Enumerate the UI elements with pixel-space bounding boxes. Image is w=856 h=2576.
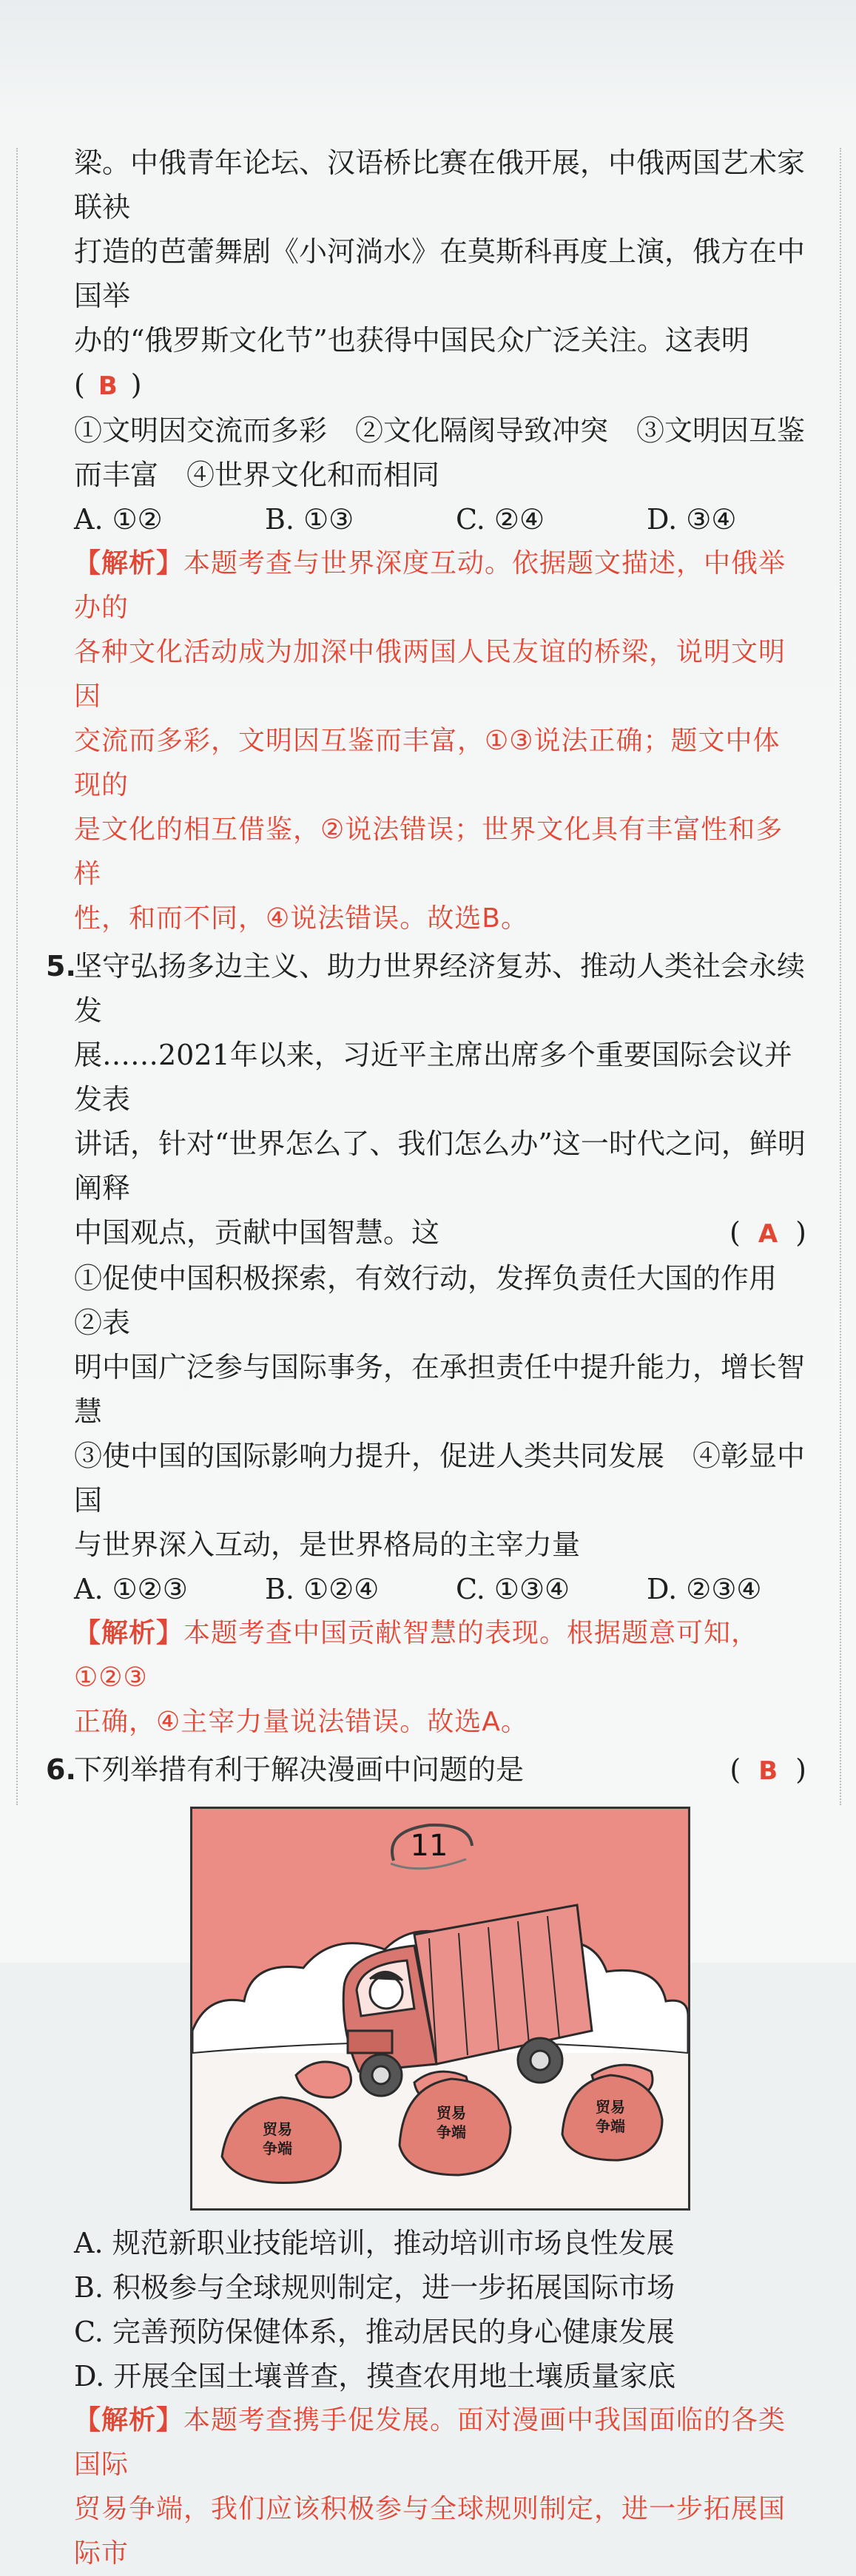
question-4	[74, 141, 806, 941]
q4-option-b: B. ①③	[265, 503, 354, 536]
q4-option-c: C. ②④	[456, 503, 545, 536]
q6-option-c: C. 完善预防保健体系，推动居民的身心健康发展	[74, 2316, 675, 2348]
q4-analysis-text-1: 本题考查与世界深度互动。依据题文描述，中俄举办的	[74, 548, 786, 623]
q5-answer: A	[758, 1219, 778, 1249]
q4-statements-line-1: ①文明因交流而多彩 ②文化隔阂导致冲突 ③文明因互鉴	[74, 414, 806, 447]
q6-answer-bracket: ( B )	[729, 1753, 806, 1786]
q4-analysis-line-1	[74, 542, 806, 630]
q4-answer: B	[98, 371, 118, 401]
q5-statements-line-2: 明中国广泛参与国际事务，在承担责任中提升能力，增长智慧	[74, 1351, 806, 1428]
q4-analysis-line-5: 性，和而不同，④说法错误。故选B。	[74, 903, 528, 934]
q4-last-line: 办的“俄罗斯文化节”也获得中国民众广泛关注。这表明(	[74, 324, 749, 401]
right-margin-dotted-line	[840, 148, 841, 1805]
q4-options	[74, 497, 806, 542]
q4-close-paren: )	[130, 368, 142, 401]
q5-option-d: D. ②③④	[647, 1573, 762, 1605]
q5-line-1	[46, 944, 806, 1033]
q4-line-1: 梁。中俄青年论坛、汉语桥比赛在俄开展，中俄两国艺术家联袂	[74, 146, 806, 223]
q6-stem-line	[46, 1747, 806, 1793]
q6-answer: B	[758, 1756, 778, 1786]
q4-statements-line-2: 而丰富 ④世界文化和而相同	[74, 459, 440, 491]
q5-text-1: 坚守弘扬多边主义、助力世界经济复苏、推动人类社会永续发	[74, 950, 806, 1027]
q5-statements-line-1: ①促使中国积极探索，有效行动，发挥负责任大国的作用 ②表	[74, 1262, 806, 1339]
question-5	[46, 944, 806, 1744]
q5-statements-line-4: 与世界深入互动，是世界格局的主宰力量	[74, 1528, 581, 1561]
q6-analysis-text-1: 本题考查携手促发展。面对漫画中我国面临的各类国际	[74, 2405, 786, 2480]
q4-analysis-line-2: 各种文化活动成为加深中俄两国人民友谊的桥梁，说明文明因	[74, 637, 786, 712]
q4-option-a: A. ①②	[74, 503, 163, 536]
q5-analysis-text-1: 本题考查中国贡献智慧的表现。根据题意可知，①②③	[74, 1618, 759, 1693]
q5-number: 5.	[46, 950, 76, 982]
q4-line-2: 打造的芭蕾舞剧《小河淌水》在莫斯科再度上演，俄方在中国举	[74, 235, 806, 312]
q6-analysis-line-2: 贸易争端，我们应该积极参与全球规则制定，进一步拓展国际市	[74, 2494, 786, 2569]
cartoon-label-3: 贸易争端	[596, 2098, 625, 2135]
q6-option-b: B. 积极参与全球规则制定，进一步拓展国际市场	[74, 2271, 675, 2304]
q5-analysis-line-2: 正确，④主宰力量说法错误。故选A。	[74, 1707, 528, 1737]
q4-analysis-tag: 【解析】	[74, 548, 184, 579]
q5-line-4	[74, 1210, 806, 1256]
left-margin-dotted-line	[16, 148, 18, 1805]
q5-analysis-tag: 【解析】	[74, 1618, 184, 1648]
cartoon-label-1: 贸易争端	[263, 2120, 292, 2157]
q6-analysis-tag: 【解析】	[74, 2405, 184, 2435]
q5-answer-bracket: ( A )	[729, 1216, 806, 1249]
content	[46, 141, 806, 2576]
q5-option-a: A. ①②③	[74, 1573, 188, 1605]
q4-line-3	[74, 318, 806, 408]
q5-options	[74, 1567, 806, 1611]
q4-option-d: D. ③④	[647, 503, 737, 536]
q5-option-b: B. ①②④	[265, 1573, 380, 1605]
q6-number: 6.	[46, 1753, 76, 1786]
q4-analysis-line-3: 交流而多彩，文明因互鉴而丰富，①③说法正确；题文中体现的	[74, 726, 781, 800]
q5-line-2: 展……2021年以来，习近平主席出席多个重要国际会议并发表	[74, 1039, 792, 1116]
q6-option-d: D. 开展全国土壤普查，摸查农用地土壤质量家底	[74, 2360, 676, 2393]
q4-analysis-line-4: 是文化的相互借鉴，②说法错误；世界文化具有丰富性和多样	[74, 815, 783, 889]
q5-statements-line-3: ③使中国的国际影响力提升，促进人类共同发展 ④彰显中国	[74, 1440, 806, 1517]
cartoon-label-2: 贸易争端	[437, 2104, 466, 2141]
q5-analysis-line-1	[74, 1611, 806, 1700]
q6-option-a: A. 规范新职业技能培训，推动培训市场良性发展	[74, 2227, 675, 2259]
page-number: 11	[410, 1829, 448, 1863]
q5-option-c: C. ①③④	[456, 1573, 570, 1605]
q5-line-3: 讲话，针对“世界怎么了、我们怎么办”这一时代之问，鲜明阐释	[74, 1127, 806, 1204]
q6-analysis-line-1	[74, 2398, 806, 2487]
page-number-badge	[377, 1816, 481, 1875]
q6-stem: 下列举措有利于解决漫画中问题的是	[74, 1753, 525, 1786]
q5-last-line: 中国观点，贡献中国智慧。这	[74, 1216, 440, 1249]
